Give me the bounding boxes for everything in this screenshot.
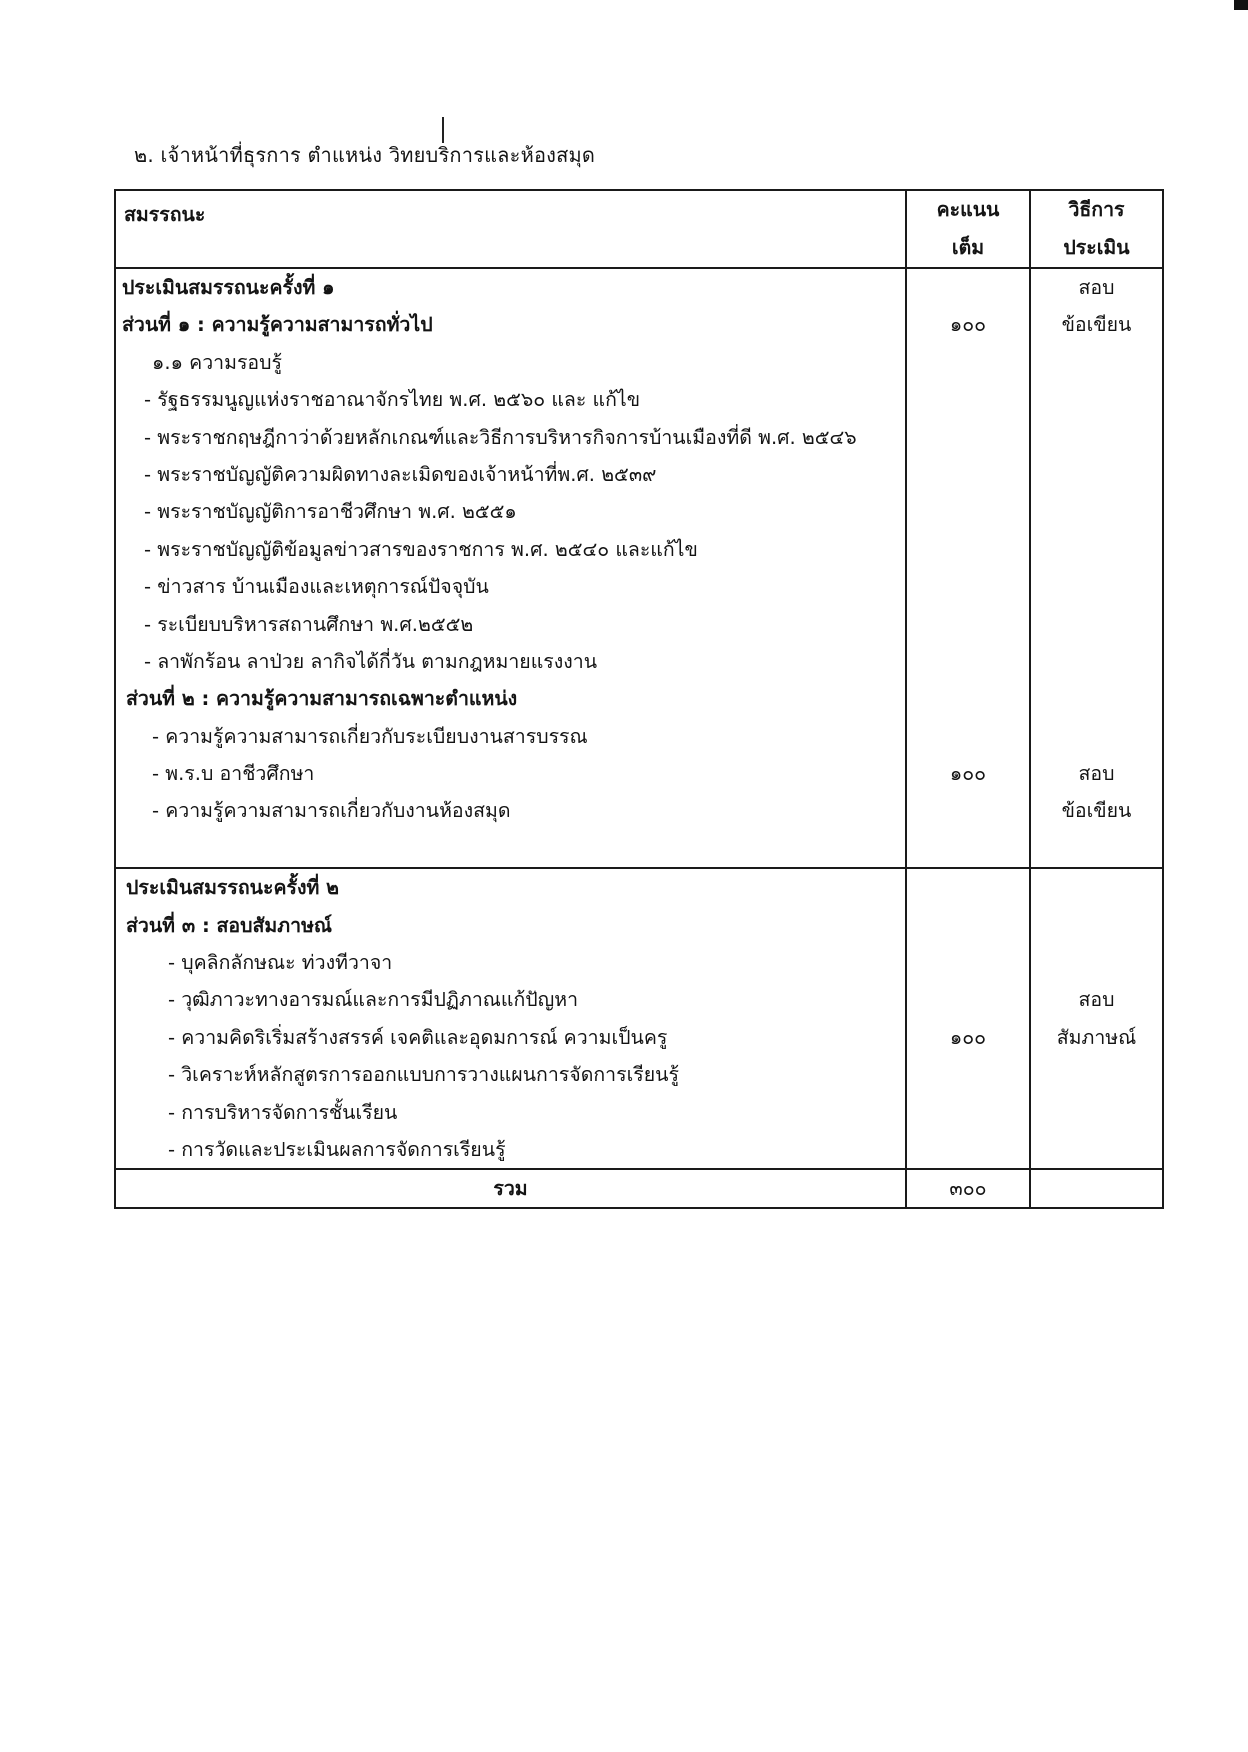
part3-title: ส่วนที่ ๓ : สอบสัมภาษณ์ xyxy=(126,913,333,937)
header-method-line1: วิธีการ xyxy=(1068,198,1125,221)
list-item: - พระราชบัญญัติการอาชีวศึกษา พ.ศ. ๒๕๕๑ xyxy=(144,500,517,524)
round1-competency-cell xyxy=(115,268,906,868)
list-item: - การวัดและประเมินผลการจัดการเรียนรู้ xyxy=(168,1137,506,1161)
row-spacer xyxy=(116,830,905,867)
header-score-line1: คะแนน xyxy=(936,198,1000,221)
round1-method-cell xyxy=(1030,268,1163,868)
part2-method-line1: สอบ xyxy=(1078,762,1115,786)
total-score: ๓๐๐ xyxy=(906,1169,1030,1208)
part1-score: ๑๐๐ xyxy=(949,313,987,337)
list-item: - พระราชกฤษฎีกาว่าด้วยหลักเกณฑ์และวิธีการบริหารกิจการบ้านเมืองที่ดี พ.ศ. ๒๕๔๖ xyxy=(144,425,857,449)
header-competency: สมรรถนะ xyxy=(115,190,906,268)
part1-title: ส่วนที่ ๑ : ความรู้ความสามารถทั่วไป xyxy=(122,313,433,337)
total-label: รวม xyxy=(115,1169,906,1208)
list-item: - ลาพักร้อน ลาป่วย ลากิจได้กี่วัน ตามกฎหมายแรงงาน xyxy=(144,649,598,673)
part1-method-line2: ข้อเขียน xyxy=(1061,313,1132,337)
scan-corner-mark xyxy=(1234,0,1248,10)
round1-row xyxy=(115,268,1163,868)
part3-method-line1: สอบ xyxy=(1078,988,1115,1012)
list-item: - ความคิดริเริ่มสร้างสรรค์ เจคติและอุดมการณ์ ความเป็นครู xyxy=(168,1025,668,1049)
list-item: - พระราชบัญญัติข้อมูลข่าวสารของราชการ พ.ศ. ๒๕๔๐ และแก้ไข xyxy=(144,537,698,561)
total-row xyxy=(115,1169,1163,1208)
list-item: - ความรู้ความสามารถเกี่ยวกับงานห้องสมุด xyxy=(152,799,511,823)
header-method-line2: ประเมิน xyxy=(1063,236,1130,259)
part2-score: ๑๐๐ xyxy=(949,762,987,786)
part2-method-line2: ข้อเขียน xyxy=(1061,799,1132,823)
document-heading: ๒. เจ้าหน้าที่ธุรการ ตำแหน่ง วิทยบริการและห้องสมุด xyxy=(134,143,596,167)
part1-subheading: ๑.๑ ความรอบรู้ xyxy=(152,350,282,374)
list-item: - พระราชบัญญัติความผิดทางละเมิดของเจ้าหน้าที่พ.ศ. ๒๕๓๙ xyxy=(144,462,657,486)
round2-method-cell xyxy=(1030,868,1163,1169)
round2-competency-cell xyxy=(115,868,906,1169)
list-item: - บุคลิกลักษณะ ท่วงทีวาจา xyxy=(168,951,393,975)
list-item: - ความรู้ความสามารถเกี่ยวกับระเบียบงานสารบรรณ xyxy=(152,724,588,748)
part2-title: ส่วนที่ ๒ : ความรู้ความสามารถเฉพาะตำแหน่ง xyxy=(126,687,518,711)
round1-title: ประเมินสมรรถนะครั้งที่ ๑ xyxy=(122,276,335,299)
header-score-line2: เต็ม xyxy=(951,236,985,259)
list-item: - วุฒิภาวะทางอารมณ์และการมีปฏิภาณแก้ปัญหา xyxy=(168,988,579,1012)
list-item: - รัฐธรรมนูญแห่งราชอาณาจักรไทย พ.ศ. ๒๕๖๐ และ แก้ไข xyxy=(144,388,641,412)
table-header-row xyxy=(115,190,1163,268)
list-item: - วิเคราะห์หลักสูตรการออกแบบการวางแผนการจัดการเรียนรู้ xyxy=(168,1063,679,1087)
round2-title: ประเมินสมรรถนะครั้งที่ ๒ xyxy=(126,876,340,900)
part3-method-line2: สัมภาษณ์ xyxy=(1056,1025,1137,1049)
round2-score-cell xyxy=(906,868,1030,1169)
list-item: - การบริหารจัดการชั้นเรียน xyxy=(168,1100,398,1124)
part3-score: ๑๐๐ xyxy=(949,1025,987,1049)
round1-score-cell xyxy=(906,268,1030,868)
header-method xyxy=(1030,190,1163,268)
round2-row xyxy=(115,868,1163,1169)
assessment-table xyxy=(114,189,1164,1209)
list-item: - พ.ร.บ อาชีวศึกษา xyxy=(152,762,315,786)
list-item: - ระเบียบบริหารสถานศึกษา พ.ศ.๒๕๕๒ xyxy=(144,612,474,636)
header-full-score xyxy=(906,190,1030,268)
total-method-empty xyxy=(1030,1169,1163,1208)
part1-method-line1: สอบ xyxy=(1078,276,1115,299)
list-item: - ข่าวสาร บ้านเมืองและเหตุการณ์ปัจจุบัน xyxy=(144,575,489,599)
